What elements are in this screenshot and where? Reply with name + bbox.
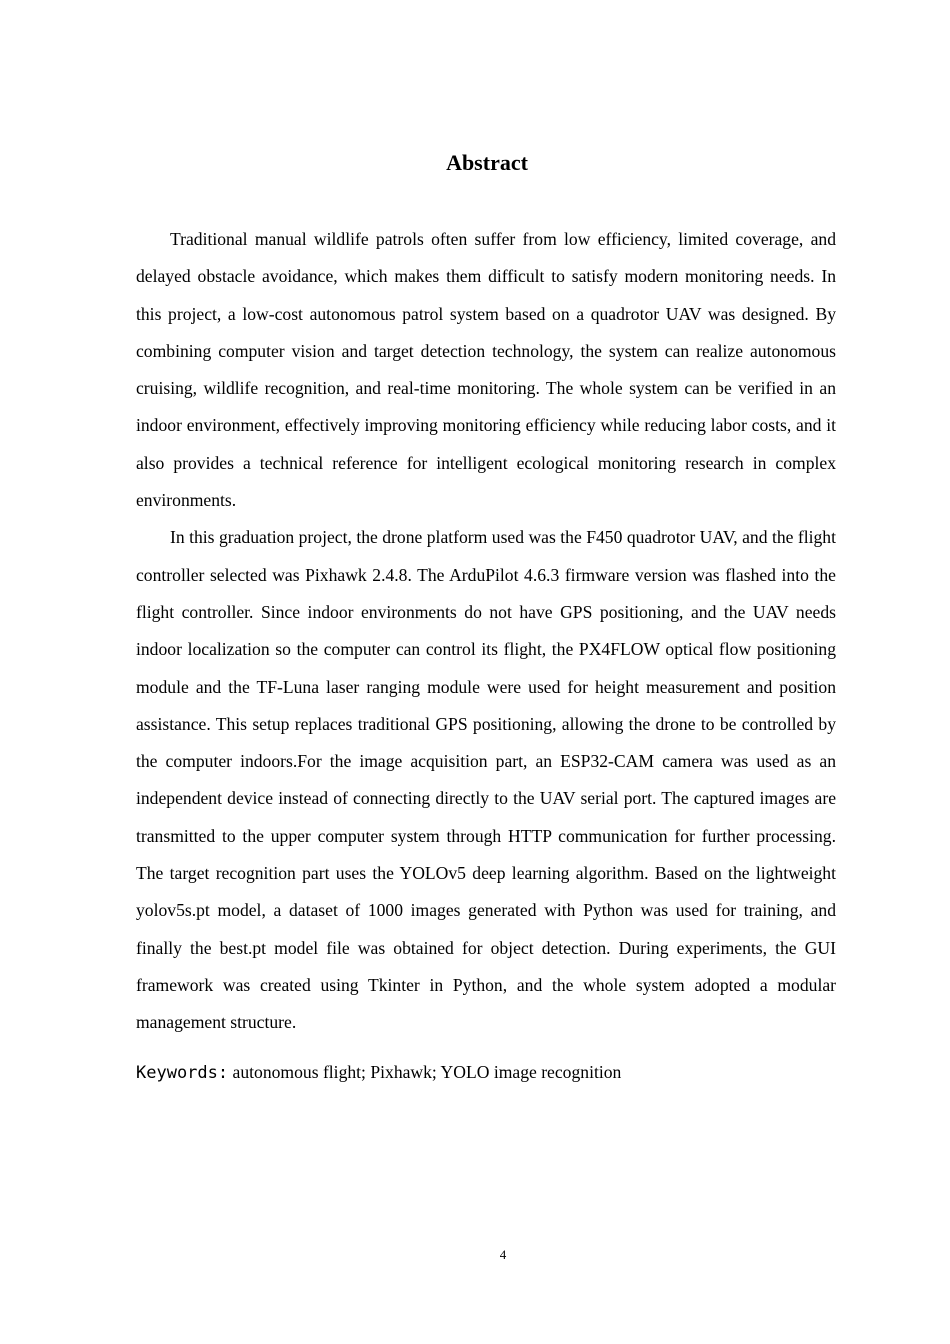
keywords-line	[136, 1057, 836, 1088]
abstract-paragraph-2: In this graduation project, the drone platform used was the F450 quadrotor UAV, and the flight controller selected was Pixhawk 2.4.8. The ArduPilot 4.6.3 firmware version was flashed into the flight controller. Since indoor environments do not have GPS positioning, and the UAV needs indoor localization so the computer can control its flight, the PX4FLOW optical flow positioning module and the TF-Luna laser ranging module were used for height measurement and position assistance. This setup replaces traditional GPS positioning, allowing the drone to be controlled by the computer indoors.For the image acquisition part, an ESP32-CAM camera was used as an independent device instead of connecting directly to the UAV serial port. The captured images are transmitted to the upper computer system through HTTP communication for further processing. The target recognition part uses the YOLOv5 deep learning algorithm. Based on the lightweight yolov5s.pt model, a dataset of 1000 images generated with Python was used for training, and finally the best.pt model file was obtained for object detection. During experiments, the GUI framework was created using Tkinter in Python, and the whole system adopted a modular management structure.	[136, 527, 836, 1033]
abstract-body	[136, 221, 836, 1042]
page-number: 4	[499, 1247, 507, 1262]
keywords-value: autonomous flight; Pixhawk; YOLO image recognition	[232, 1062, 622, 1082]
keywords-label: Keywords:	[136, 1063, 229, 1083]
abstract-paragraph-1: Traditional manual wildlife patrols often suffer from low efficiency, limited coverage, and delayed obstacle avoidance, which makes them difficult to satisfy modern monitoring needs. In this project, a low-cost autonomous patrol system based on a quadrotor UAV was designed. By combining computer vision and target detection technology, the system can realize autonomous cruising, wildlife recognition, and real-time monitoring. The whole system can be verified in an indoor environment, effectively improving monitoring efficiency while reducing labor costs, and it also provides a technical reference for intelligent ecological monitoring research in complex environments.	[136, 229, 836, 511]
page-title: Abstract	[446, 150, 528, 175]
